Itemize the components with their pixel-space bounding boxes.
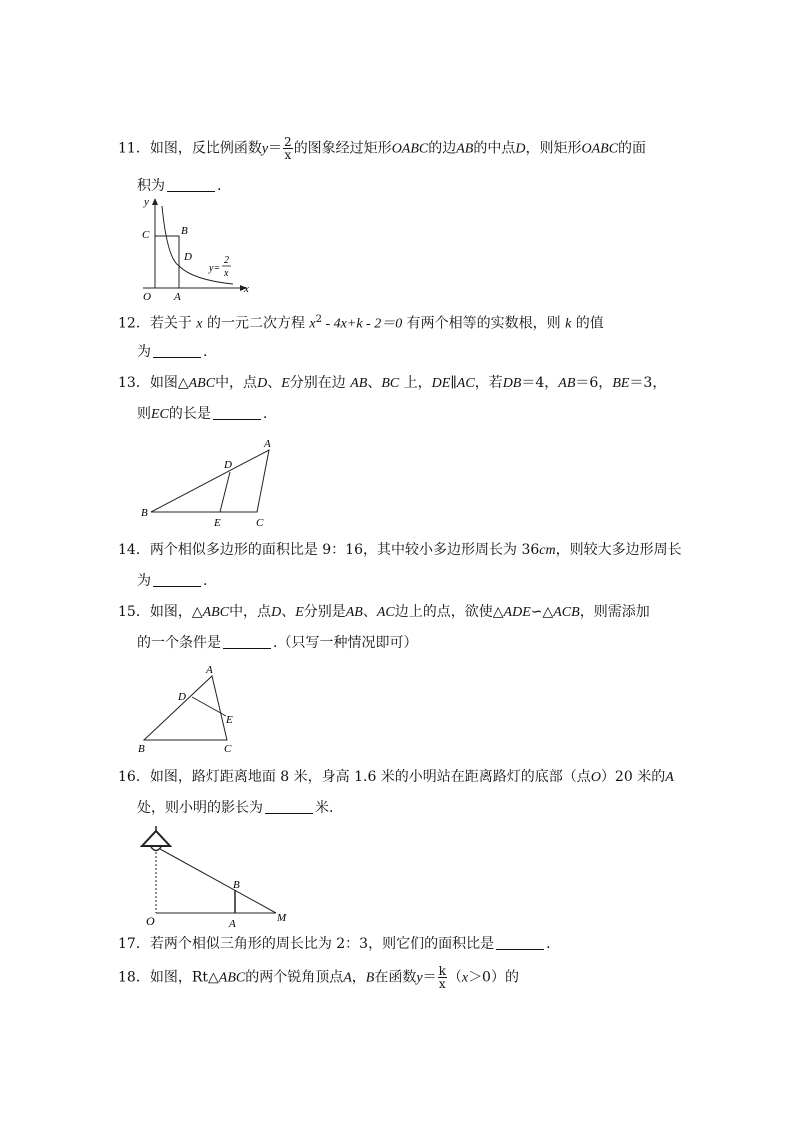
q18-number: 18． bbox=[118, 969, 150, 986]
q15-number: 15． bbox=[118, 604, 150, 620]
label-b: B bbox=[138, 743, 145, 755]
q18-line1: 18．如图，Rt△ABC的两个锐角顶点A，B在函数y＝ $\frac{k}{x}$ （x＞0）的 bbox=[118, 964, 519, 991]
q11-figure bbox=[135, 196, 255, 306]
label-b: B bbox=[181, 225, 188, 237]
q15-line1: 15．如图，△ABC中，点D、E分别是AB、AC边上的点，欲使△ADE∽△ACB，则需添加 bbox=[118, 604, 650, 620]
q16-line2: 处，则小明的影长为 米． bbox=[137, 800, 343, 816]
q14-number: 14． bbox=[118, 542, 150, 558]
segment-de bbox=[220, 472, 230, 512]
answer-blank[interactable] bbox=[223, 634, 271, 649]
label-c: C bbox=[224, 743, 232, 755]
q13-figure bbox=[138, 436, 283, 528]
q13-line2: 则EC的长是 . bbox=[137, 406, 268, 422]
triangle-abc bbox=[144, 676, 227, 740]
curve-label: y= bbox=[209, 263, 221, 274]
y-axis-arrow bbox=[152, 198, 158, 205]
q11-fraction: $\frac{2}{x}$ bbox=[284, 135, 292, 162]
label-m: M bbox=[277, 912, 287, 924]
label-d: D bbox=[184, 251, 192, 263]
label-o: O bbox=[143, 291, 151, 303]
q14-line2: 为 . bbox=[137, 573, 208, 589]
q12-number: 12． bbox=[118, 315, 150, 332]
q18-fraction: $\frac{k}{x}$ bbox=[438, 964, 446, 991]
answer-blank[interactable] bbox=[496, 935, 544, 950]
q15-figure bbox=[134, 660, 244, 756]
q11-line2: 积为 . bbox=[137, 178, 222, 194]
answer-blank[interactable] bbox=[153, 343, 201, 358]
q16-number: 16． bbox=[118, 769, 150, 785]
q12-line2: 为 . bbox=[137, 344, 208, 360]
curve-label-den: x bbox=[224, 268, 229, 279]
label-a: A bbox=[206, 664, 213, 676]
q12-line1: 12．若关于 x 的一元二次方程 $x^2 - 4x+k - 2=0$ 有两个相等的实数根，则 k 的值 bbox=[118, 314, 604, 332]
q17-line1: 17．若两个相似三角形的周长比为 2：3，则它们的面积比是 . bbox=[118, 936, 551, 952]
label-d: D bbox=[224, 459, 232, 471]
q13-number: 13． bbox=[118, 375, 150, 391]
answer-blank[interactable] bbox=[153, 572, 201, 587]
label-e: E bbox=[226, 714, 233, 726]
label-b: B bbox=[233, 879, 240, 891]
answer-blank[interactable] bbox=[265, 799, 313, 814]
q15-line2: 的一个条件是 .（只写一种情况即可） bbox=[137, 635, 418, 651]
q16-figure bbox=[136, 824, 296, 928]
q11-line1: 11．如图，反比例函数y＝ $\frac{2}{x}$ 的图象经过矩形OABC的边AB的中点D，则矩形OABC的面 bbox=[118, 135, 647, 162]
curve-label-num: 2 bbox=[224, 255, 229, 266]
q17-number: 17． bbox=[118, 936, 150, 952]
lamp-bulb-icon bbox=[151, 847, 161, 851]
label-a: A bbox=[229, 918, 236, 928]
triangle-abc bbox=[151, 450, 269, 512]
q11-number: 11． bbox=[118, 140, 150, 157]
street-lamp-icon bbox=[142, 831, 170, 846]
label-x: x bbox=[244, 283, 249, 295]
label-a: A bbox=[264, 438, 271, 450]
label-b: B bbox=[141, 507, 148, 519]
label-c: C bbox=[256, 517, 264, 528]
q16-line1: 16．如图，路灯距离地面 8 米，身高 1.6 米的小明站在距离路灯的底部（点O）20 米的A bbox=[118, 769, 674, 785]
q13-line1: 13．如图△ABC中，点D、E分别在边 AB、BC 上，DE∥AC，若DB＝4，AB＝6，BE＝3， bbox=[118, 375, 667, 391]
answer-blank[interactable] bbox=[213, 405, 261, 420]
q14-line1: 14．两个相似多边形的面积比是 9：16，其中较小多边形周长为 36cm，则较大多边形周长 bbox=[118, 542, 682, 558]
label-c: C bbox=[142, 229, 150, 241]
label-o: O bbox=[146, 914, 155, 928]
hyperbola-curve bbox=[162, 206, 233, 284]
label-e: E bbox=[214, 517, 221, 528]
light-ray bbox=[160, 849, 276, 913]
answer-blank[interactable] bbox=[167, 177, 215, 192]
segment-de bbox=[192, 697, 226, 716]
label-a: A bbox=[174, 291, 181, 303]
label-y: y bbox=[144, 196, 149, 208]
label-d: D bbox=[178, 691, 186, 703]
